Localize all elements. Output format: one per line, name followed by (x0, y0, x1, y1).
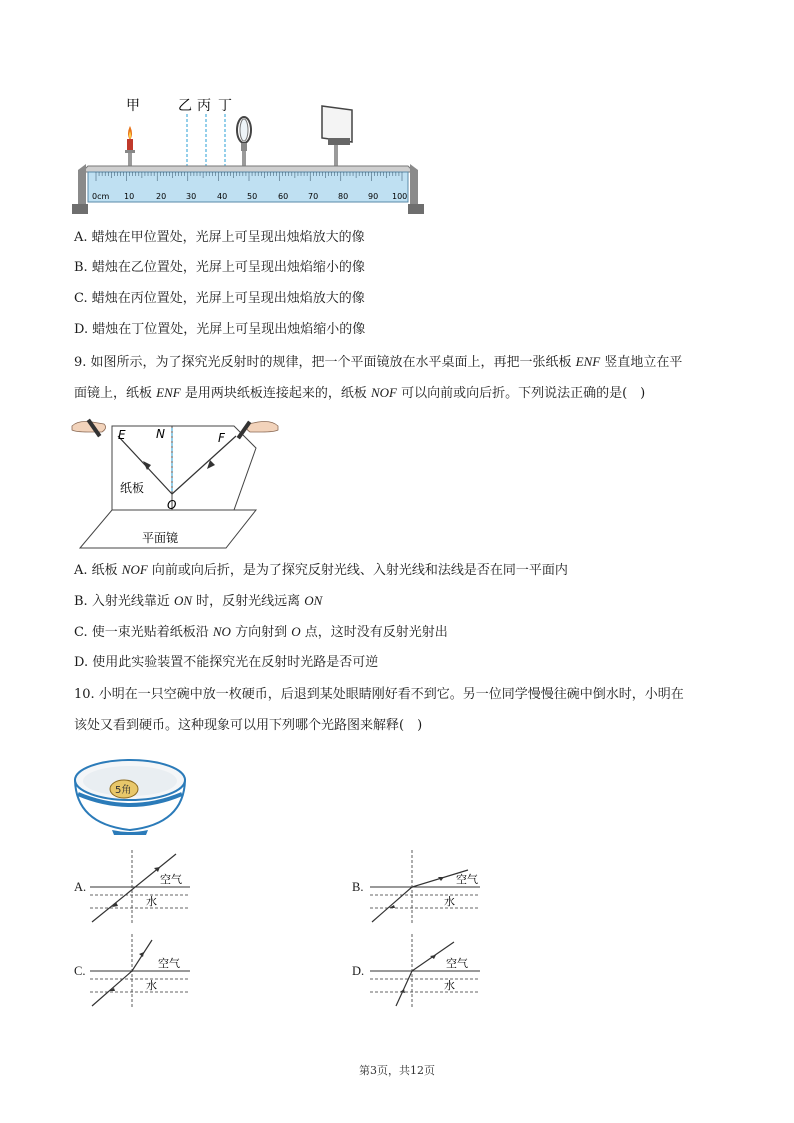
ruler-label-10: 10 (124, 192, 135, 201)
label-e: E (118, 428, 126, 442)
q9-option-b: B. 入射光线靠近 ON 时，反射光线远离 ON (74, 593, 323, 609)
page-footer: 第3页，共12页 (359, 1064, 435, 1077)
optical-rail (72, 164, 424, 214)
ruler-label-50: 50 (247, 192, 258, 201)
air-label-c: 空气 (158, 957, 180, 970)
ruler-label-80: 80 (338, 192, 349, 201)
q8-option-a: A. 蜡烛在甲位置处，光屏上可呈现出烛焰放大的像 (74, 230, 365, 245)
light-screen (322, 106, 352, 175)
board-label: 纸板 (120, 481, 145, 495)
left-hand-icon (72, 419, 106, 438)
q8-option-b: B. 蜡烛在乙位置处，光屏上可呈现出烛焰缩小的像 (74, 260, 365, 275)
q10-stem-line2: 该处又看到硬币。这种现象可以用下列哪个光路图来解释( ) (74, 718, 423, 733)
pos-label-yi: 乙 (178, 98, 192, 114)
q10-option-c-label[interactable]: C. (74, 964, 86, 978)
q10-stem-line1: 10. 小明在一只空碗中放一枚硬币，后退到某处眼睛刚好看不到它。另一位同学慢慢往碗中倒水时，小明在 (74, 687, 684, 702)
air-label-d: 空气 (446, 957, 468, 970)
q9-option-a: A. 纸板 NOF 向前或向后折，是为了探究反射光线、入射光线和法线是否在同一平面内 (74, 562, 568, 578)
water-label-b: 水 (444, 895, 455, 908)
bowl-with-coin-figure (72, 754, 188, 836)
q10-diagram-a[interactable] (86, 850, 196, 930)
q8-option-c: C. 蜡烛在丙位置处，光屏上可呈现出烛焰放大的像 (74, 291, 365, 306)
q10-diagram-c[interactable] (86, 934, 196, 1014)
q9-option-c: C. 使一束光贴着纸板沿 NO 方向射到 O 点，这时没有反射光射出 (74, 624, 448, 640)
ruler-label-20: 20 (156, 192, 167, 201)
q10-option-d-label[interactable]: D. (352, 964, 365, 978)
ruler-label-0: 0cm (92, 192, 110, 201)
q10-option-b-label[interactable]: B. (352, 880, 364, 894)
q9-stem-line1: 9. 如图所示，为了探究光反射时的规律，把一个平面镜放在水平桌面上，再把一张纸板 ENF 竖直地立在平 (74, 354, 683, 370)
label-n: N (156, 427, 165, 441)
mirror-label: 平面镜 (142, 531, 179, 545)
water-label-c: 水 (146, 979, 157, 992)
ruler-label-40: 40 (217, 192, 228, 201)
label-f: F (218, 431, 225, 445)
paper-board-nof (172, 426, 256, 510)
air-label-a: 空气 (160, 873, 182, 886)
q8-option-d: D. 蜡烛在丁位置处，光屏上可呈现出烛焰缩小的像 (74, 322, 366, 337)
ruler-label-60: 60 (278, 192, 289, 201)
q10-diagram-d[interactable] (366, 934, 486, 1014)
reflection-experiment-figure (70, 414, 280, 554)
q9-option-d: D. 使用此实验装置不能探究光在反射时光路是否可逆 (74, 655, 379, 670)
q9-stem-line2: 面镜上，纸板 ENF 是用两块纸板连接起来的，纸板 NOF 可以向前或向后折。下列说法正确的是( ) (74, 385, 646, 401)
air-label-b: 空气 (456, 873, 478, 886)
ruler-label-70: 70 (308, 192, 319, 201)
ruler-label-30: 30 (186, 192, 197, 201)
water-label-d: 水 (444, 979, 455, 992)
pos-label-jia: 甲 (126, 98, 140, 114)
coin-label: 5角 (115, 785, 132, 796)
q10-diagram-b[interactable] (366, 850, 486, 930)
pos-label-ding: 丁 (218, 98, 232, 114)
ruler-label-90: 90 (368, 192, 379, 201)
q10-option-a-label[interactable]: A. (74, 880, 87, 894)
label-o: O (167, 498, 177, 512)
water-label-a: 水 (146, 895, 157, 908)
optical-bench-figure (70, 92, 430, 222)
pos-label-bing: 丙 (197, 98, 211, 114)
ruler-label-100: 100 (392, 192, 408, 201)
